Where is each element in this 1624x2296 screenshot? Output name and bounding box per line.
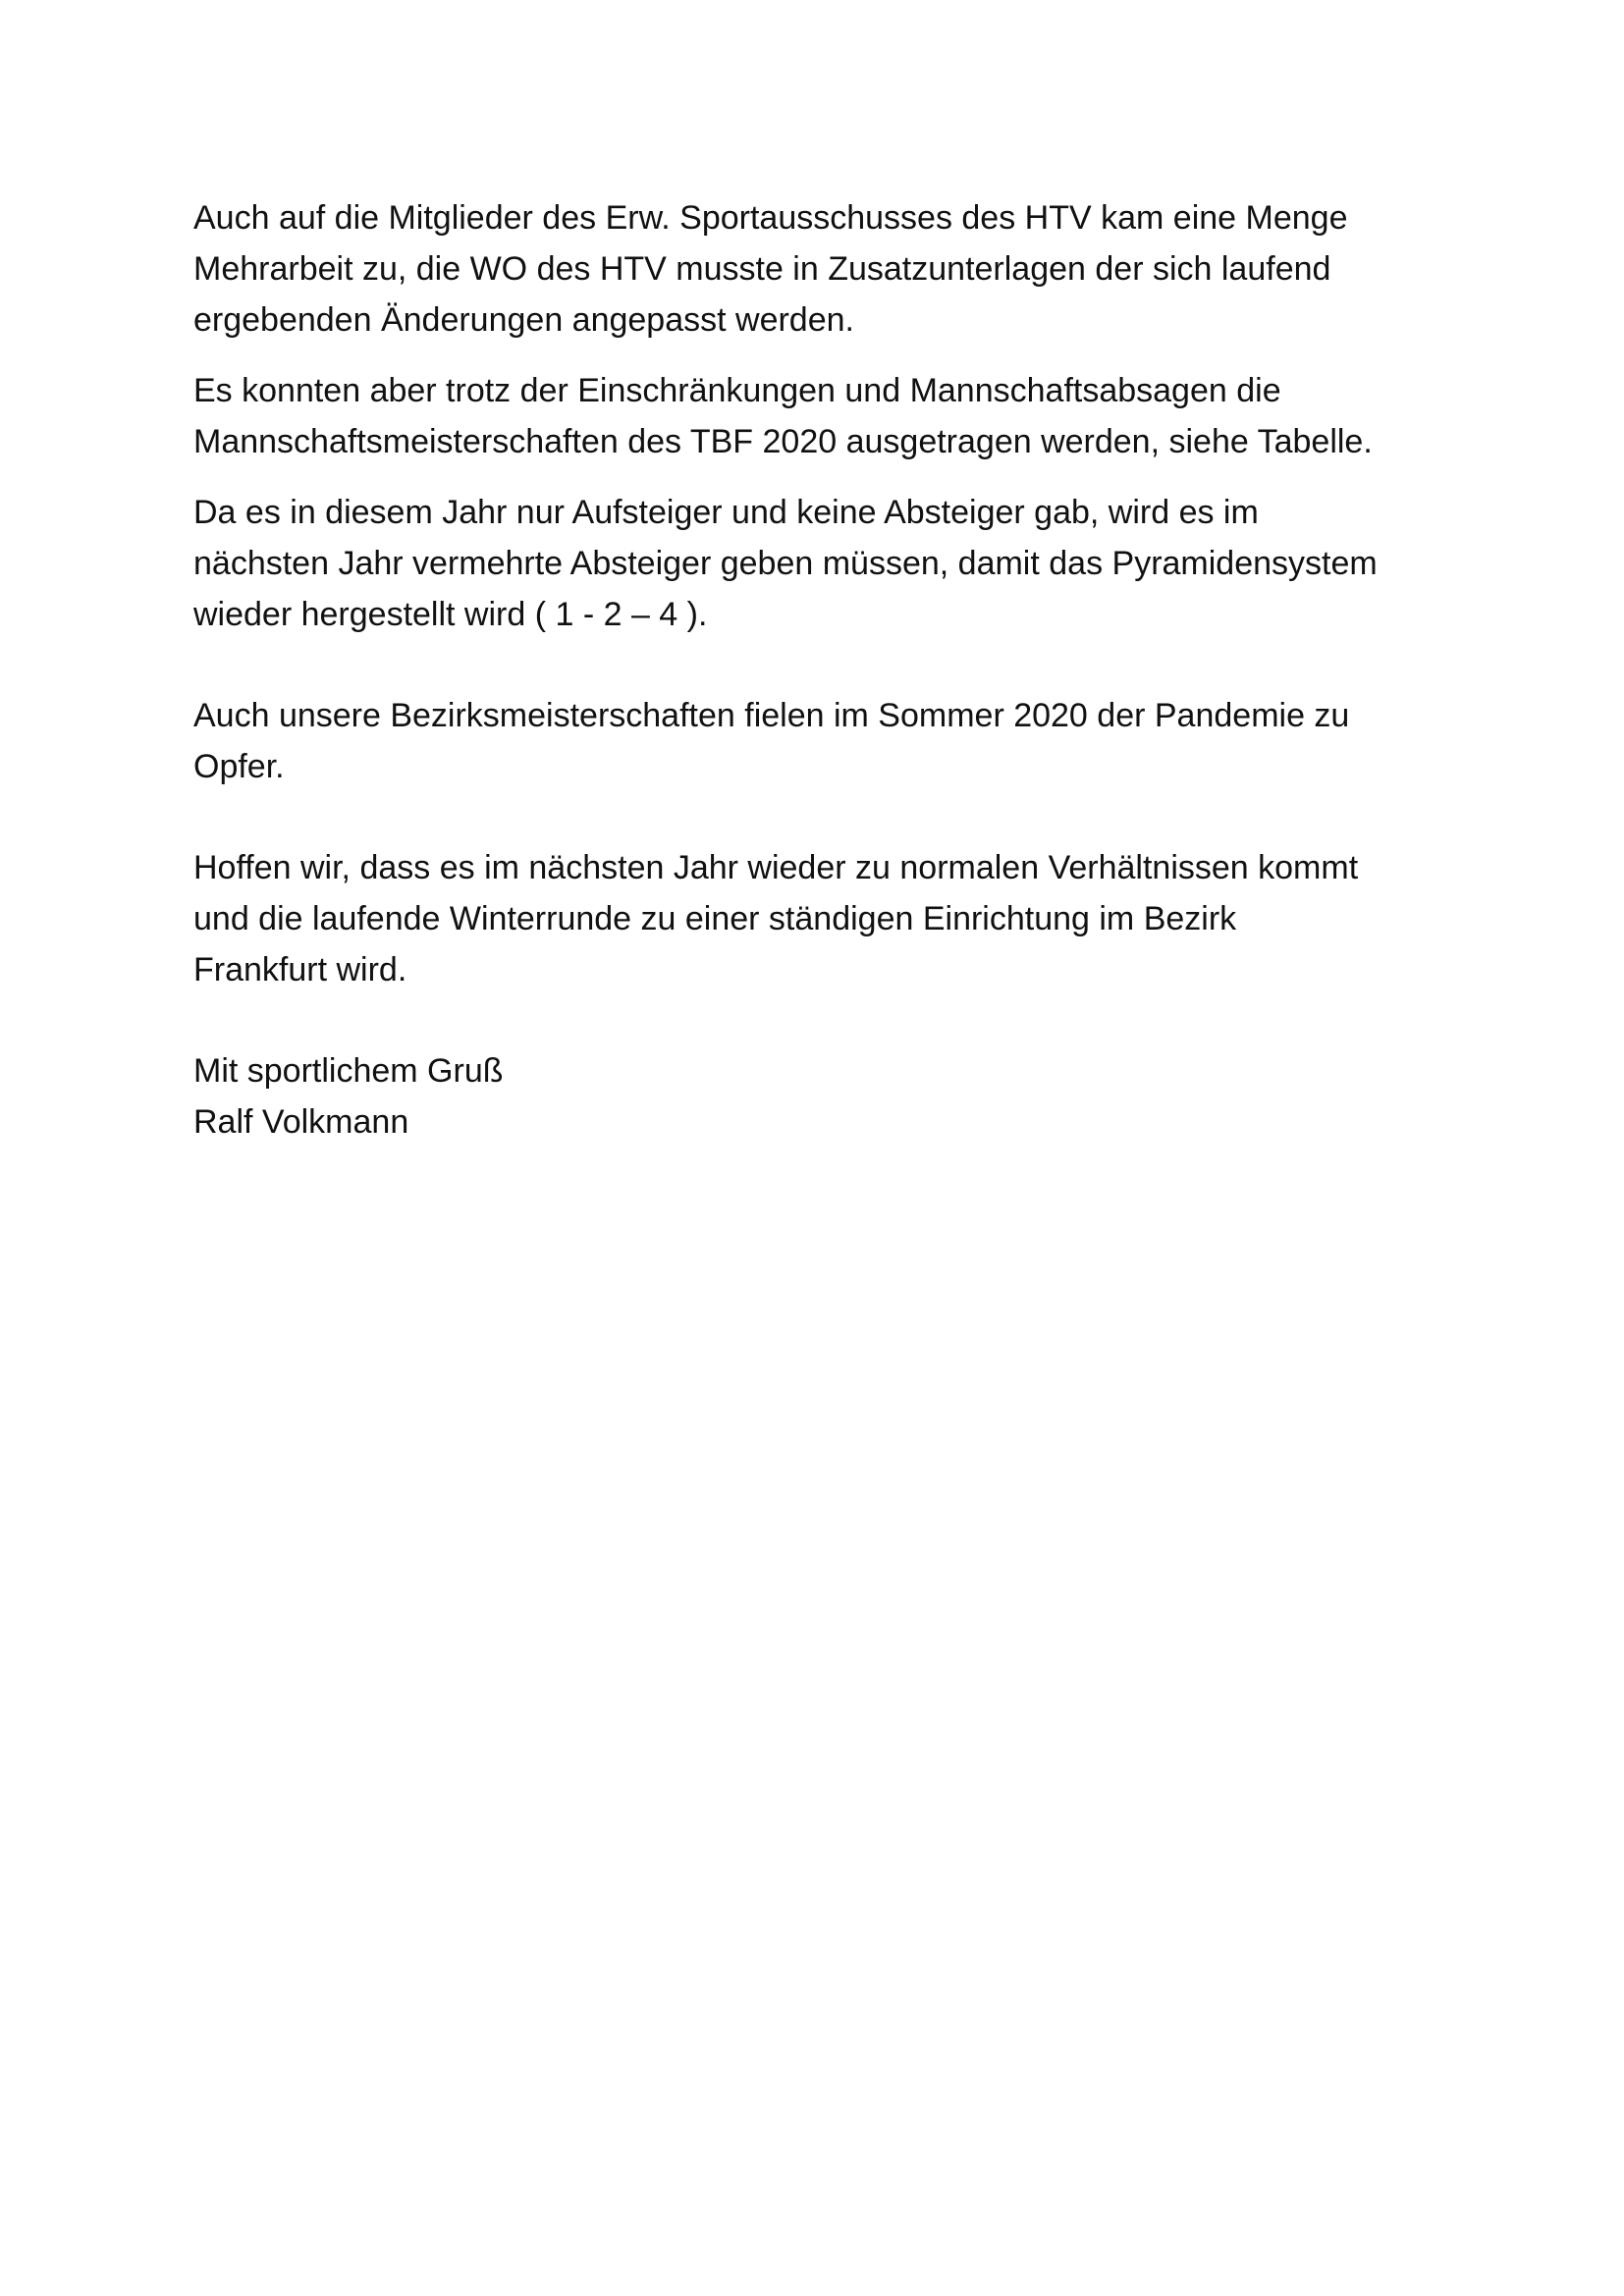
text-line: Es konnten aber trotz der Einschränkungen und Mannschaftsabsagen die [193, 372, 1281, 409]
text-line: Hoffen wir, dass es im nächsten Jahr wieder zu normalen Verhältnissen kommt [193, 849, 1359, 886]
text-line: Frankfurt wird. [193, 951, 407, 988]
text-line: Opfer. [193, 748, 285, 785]
paragraph-spacer [193, 792, 1470, 842]
text-line: nächsten Jahr vermehrte Absteiger geben müssen, damit das Pyramidensystem [193, 545, 1378, 582]
text-line: Mannschaftsmeisterschaften des TBF 2020 ausgetragen werden, siehe Tabelle. [193, 423, 1373, 460]
paragraph-district-championships [193, 690, 1470, 792]
closing-greeting: Mit sportlichem Gruß [193, 1052, 504, 1090]
text-line: ergebenden Änderungen angepasst werden. [193, 301, 854, 339]
paragraph-promotion-relegation [193, 487, 1470, 640]
text-line: und die laufende Winterrunde zu einer ständigen Einrichtung im Bezirk [193, 900, 1237, 937]
paragraph-outlook [193, 842, 1470, 995]
paragraph-spacer [193, 346, 1470, 365]
document-page [193, 192, 1470, 1148]
closing-block [193, 1045, 1470, 1148]
paragraph-spacer [193, 467, 1470, 487]
text-line: wieder hergestellt wird ( 1 - 2 – 4 ). [193, 596, 708, 633]
paragraph-spacer [193, 640, 1470, 690]
text-line: Auch auf die Mitglieder des Erw. Sportausschusses des HTV kam eine Menge [193, 199, 1348, 237]
text-line: Auch unsere Bezirksmeisterschaften fielen im Sommer 2020 der Pandemie zu [193, 697, 1350, 734]
paragraph-team-championships [193, 365, 1470, 467]
paragraph-spacer [193, 995, 1470, 1045]
text-line: Da es in diesem Jahr nur Aufsteiger und keine Absteiger gab, wird es im [193, 494, 1259, 531]
signature-name: Ralf Volkmann [193, 1103, 409, 1141]
text-line: Mehrarbeit zu, die WO des HTV musste in Zusatzunterlagen der sich laufend [193, 250, 1331, 288]
paragraph-workload [193, 192, 1470, 346]
